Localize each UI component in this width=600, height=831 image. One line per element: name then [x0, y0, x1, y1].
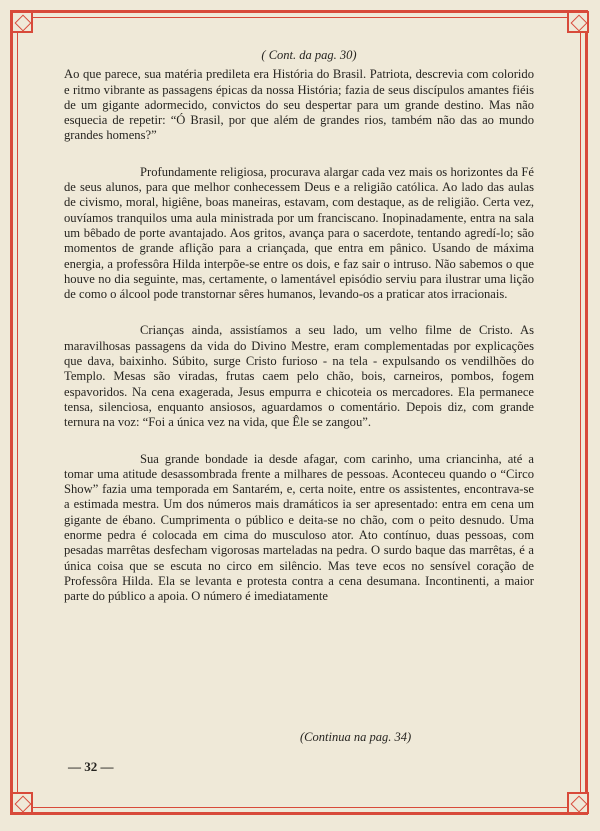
page-number: — 32 —: [68, 759, 114, 774]
continued-on-note: (Continua na pag. 34): [300, 730, 412, 744]
corner-ornament-top-right: [567, 11, 589, 33]
paragraph-filme-cristo: Crianças ainda, assistíamos a seu lado, um velho filme de Cristo. As maravilhosas passagens da vida do Divino Mestre, eram complementadas por explicações que dava, baixinho. Súbito, surge Cristo furioso - na tela - expulsando os vendilhões do Templo. Mesas são viradas, frutas caem pelo chão, bois, carneiros, pombos, fogem espavoridos. Na cena exagerada, Jesus empurra e chicoteia os mercadores. Ela permanece tensa, silenciosa, enquanto ansiosos, aguardamos o comentário. Depois diz, com grande ternura na voz: “Foi a única vez na vida, que Êle se zangou”.: [64, 323, 534, 430]
continued-from-note: ( Cont. da pag. 30): [261, 48, 357, 62]
corner-ornament-top-left: [11, 11, 33, 33]
page-content: [64, 48, 534, 626]
corner-ornament-bottom-right: [567, 792, 589, 814]
paragraph-circo-show: Sua grande bondade ia desde afagar, com carinho, uma criancinha, até a tomar uma atitude desassombrada frente a milhares de pessoas. Aconteceu quando o “Circo Show” fazia uma temporada em Santarém, e, certa noite, entre os assistentes, encontrava-se a estimada mestra. Um dos números mais dramáticos ia ser apresentado: entra em cena um gigante de ébano. Cumprimenta o público e deita-se no chão, com o peito desnudo. Uma enorme pedra é colocada em cima do musculoso ator. Ato contínuo, duas pessoas, com pesadas marrêtas desfecham vigorosas marteladas na pedra. O surdo baque das marrêtas, é a única coisa que se escuta no circo em silêncio. Mas teve ecos no sensível coração de Professôra Hilda. Ela se levanta e protesta contra a cena desumana. Incontinenti, a maior parte do público a apoia. O número é imediatamente: [64, 451, 534, 604]
corner-ornament-bottom-left: [11, 792, 33, 814]
paragraph-religiosa: Profundamente religiosa, procurava alargar cada vez mais os horizontes da Fé de seus alunos, para que melhor conhecessem Deus e a religião católica. Ao lado das aulas de civismo, moral, higiêne, boas maneiras, estavam, com destaque, as de religião. Certa vez, ouvíamos tranquilos uma aula ministrada por um franciscano. Inopinadamente, entra na sala um bêbado de porte avantajado. Aos gritos, avança para o sacerdote, tentando agredí-lo; são momentos de grande aflição para a criançada, que entra em pânico. Usando de máxima energia, a professôra Hilda interpõe-se entre os dois, e faz sair o intruso. Não sabemos o que houve no dia seguinte, mas, certamente, o lamentável episódio serviu para ilustrar uma lição de como o álcool pode transtornar sêres humanos, levando-os a praticar atos irracionais.: [64, 164, 534, 302]
paragraph-historia: Ao que parece, sua matéria predileta era História do Brasil. Patriota, descrevia com colorido e ritmo vibrante as passagens épicas da nossa História; fazia de seus discípulos amantes fiéis de um gigante adormecido, convictos do seu despertar para um grande destino. Mas não esquecia de repetir: “Ó Brasil, por que além de grandes rios, também não das ao mundo grandes homens?”: [64, 67, 534, 143]
